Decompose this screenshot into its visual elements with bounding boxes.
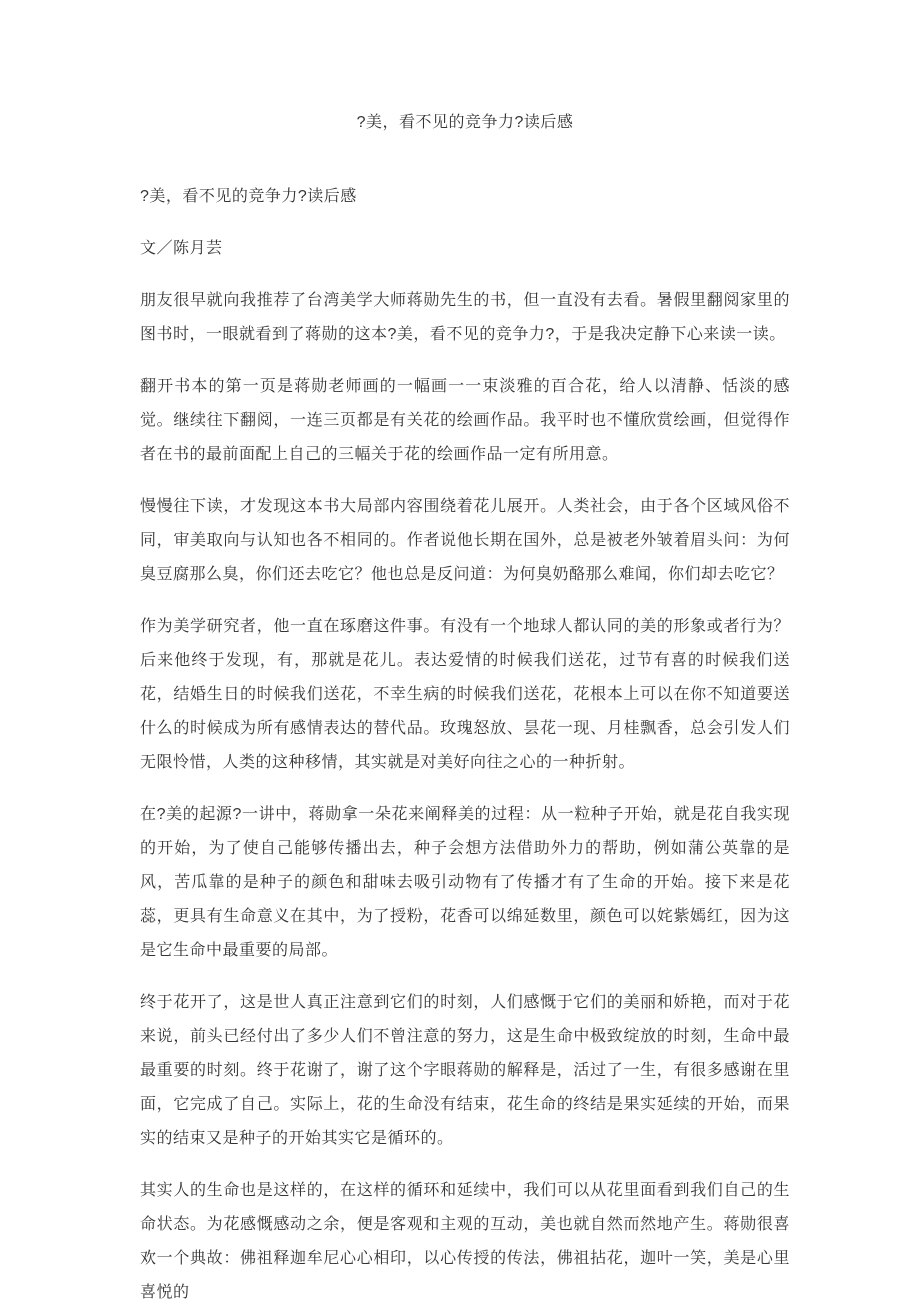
paragraph-aesthetics-research: 作为美学研究者，他一直在琢磨这件事。有没有一个地球人都认同的美的形象或者行为？后来他终于发现，有，那就是花儿。表达爱情的时候我们送花，过节有喜的时候我们送花，结婚生日的时候我们送花，不幸生病的时候我们送花，花根本上可以在你不知道要送什么的时候成为所有感情表达的替代品。玫瑰怒放、昙花一现、月桂飘香，总会引发人们无限怜惜，人类的这种移情，其实就是对美好向往之心的一种折射。: [140, 618, 790, 771]
paragraph-first-page: 翻开书本的第一页是蒋勋老师画的一幅画一一束淡雅的百合花，给人以清静、恬淡的感觉。继续往下翻阅，一连三页都是有关花的绘画作品。我平时也不懂欣赏绘画，但觉得作者在书的最前面配上自己的三幅关于花的绘画作品一定有所用意。: [140, 378, 790, 463]
paragraph-life-reflection: 其实人的生命也是这样的，在这样的循环和延续中，我们可以从花里面看到我们自己的生命状态。为花感慨感动之余，便是客观和主观的互动，美也就自然而然地产生。蒋勋很喜欢一个典故：佛祖释迦牟尼心心相印，以心传授的传法，佛祖拈花，迦叶一笑，美是心里喜悦的: [140, 1182, 790, 1301]
paragraph-bloom-cycle: 终于花开了，这是世人真正注意到它们的时刻，人们感慨于它们的美丽和娇艳，而对于花来说，前头已经付出了多少人们不曾注意的努力，这是生命中极致绽放的时刻，生命中最最重要的时刻。终于花谢了，谢了这个字眼蒋勋的解释是，活过了一生，有很多感谢在里面，它完成了自己。实际上，花的生命没有结束，花生命的终结是果实延续的开始，而果实的结束又是种子的开始其实它是循环的。: [140, 994, 790, 1147]
paragraph-byline: 文／陈月芸: [140, 240, 223, 257]
paragraph-origin-of-beauty: 在?美的起源?一讲中，蒋勋拿一朵花来阐释美的过程：从一粒种子开始，就是花自我实现的开始，为了使自己能够传播出去，种子会想方法借助外力的帮助，例如蒲公英靠的是风，苦瓜靠的是种子的颜色和甜味去吸引动物有了传播才有了生命的开始。接下来是花蕊，更具有生命意义在其中，为了授粉，花香可以绵延数里，颜色可以姹紫嫣红，因为这是它生命中最重要的局部。: [140, 806, 790, 959]
paragraph-intro: 朋友很早就向我推荐了台湾美学大师蒋勋先生的书，但一直没有去看。暑假里翻阅家里的图书时，一眼就看到了蒋勋的这本?美，看不见的竞争力?，于是我决定静下心来读一读。: [140, 292, 790, 343]
paragraph-title-repeat: ?美，看不见的竞争力?读后感: [140, 188, 357, 205]
document-title: ?美，看不见的竞争力?读后感: [356, 114, 574, 131]
paragraph-flowers-theme: 慢慢往下读，才发现这本书大局部内容围绕着花儿展开。人类社会，由于各个区域风俗不同，审美取向与认知也各不相同的。作者说他长期在国外，总是被老外皱着眉头问：为何臭豆腐那么臭，你们还去吃它？他也总是反问道：为何臭奶酪那么难闻，你们却去吃它？: [140, 498, 790, 583]
